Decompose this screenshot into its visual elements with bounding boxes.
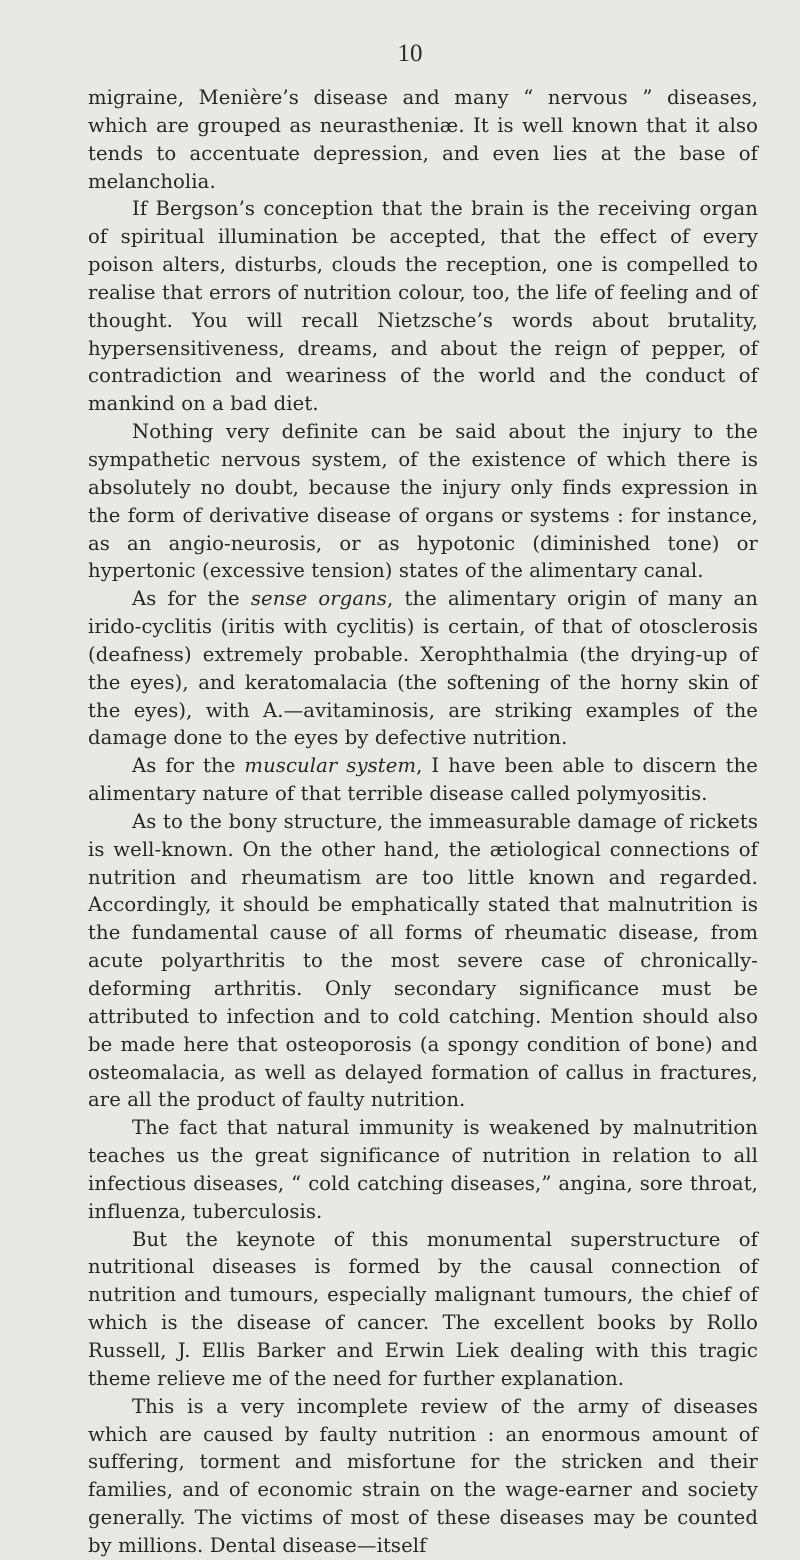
paragraph-migraine: migraine, Menière’s disease and many “ nervous ” diseases, which are grouped as neurastheniæ. It is well known that it also tends to accentuate depression, and even lies at the base of melancholia. [88,86,758,193]
paragraph-continuation: , I have been able to discern the alimentary nature of that terrible disease called polymyositis. [88,754,758,806]
paragraph-lead-in: As for the [132,587,251,611]
emphasis-muscular-system: muscular system [244,754,417,778]
paragraph-lead-in: As for the [132,754,245,778]
paragraph-continuation: , the alimentary origin of many an irido-cyclitis (iritis with cyclitis) is certain, of that of otosclerosis (deafness) extremely probable. Xerophthalmia (the drying-up of the eyes), and keratomalacia (the softening of the horny skin of the eyes), with A.—avitaminosis, are striking examples of the damage done to the eyes by defective nutrition. [88,587,758,750]
paragraph-sense-organs [88,585,758,752]
paragraph-immunity: The fact that natural immunity is weakened by malnutrition teaches us the great significance of nutrition in relation to all infectious diseases, “ cold catching diseases,” angina, sore throat, influenza, tuberculosis. [88,1116,758,1223]
paragraph-review: This is a very incomplete review of the army of diseases which are caused by faulty nutrition : an enormous amount of suffering, torment and misfortune for the stricken and their families, and of economic strain on the wage-earner and society generally. The victims of most of these diseases may be counted by millions. Dental disease—itself [88,1394,758,1557]
paragraph-muscular-system [88,752,758,808]
paragraph-tumours: But the keynote of this monumental superstructure of nutritional diseases is formed by the causal connection of nutrition and tumours, especially malignant tumours, the chief of which is the disease of cancer. The excellent books by Rollo Russell, J. Ellis Barker and Erwin Liek dealing with this tragic theme relieve me of the need for further explanation. [88,1227,758,1390]
paragraph-bergson: If Bergson’s conception that the brain is the receiving organ of spiritual illumination be accepted, that the effect of every poison alters, disturbs, clouds the reception, one is compelled to realise that errors of nutrition colour, too, the life of feeling and of thought. You will recall Nietzsche’s words about brutality, hypersensitiveness, dreams, and about the reign of pepper, of contradiction and weariness of the world and the conduct of mankind on a bad diet. [88,197,758,416]
paragraph-sympathetic-nervous-system: Nothing very definite can be said about the injury to the sympathetic nervous system, of the existence of which there is absolutely no doubt, because the injury only finds expression in the form of derivative disease of organs or systems : for instance, as an angio-neurosis, or as hypotonic (diminished tone) or hypertonic (excessive tension) states of the alimentary canal. [88,420,758,583]
body-text [88,84,758,1560]
emphasis-sense-organs: sense organs [250,587,388,611]
paragraph-bony-structure: As to the bony structure, the immeasurable damage of rickets is well-known. On the other hand, the ætiological connections of nutrition and rheumatism are too little known and regarded. Accordingly, it should be emphatically stated that malnutrition is the fundamental cause of all forms of rheumatic disease, from acute polyarthritis to the most severe case of chronically-deforming arthritis. Only secondary significance must be attributed to infection and to cold catching. Mention should also be made here that osteoporosis (a spongy condition of bone) and osteomalacia, as well as delayed formation of callus in fractures, are all the product of faulty nutrition. [88,809,758,1112]
page-number: 10 [397,40,423,67]
